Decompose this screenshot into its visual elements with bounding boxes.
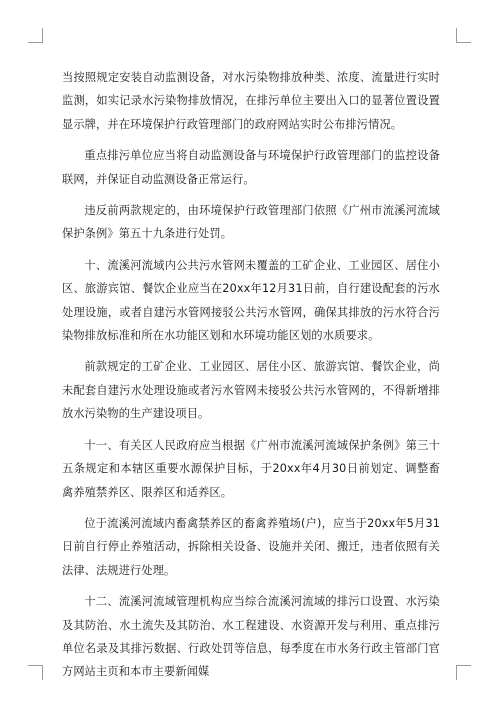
paragraph-3: 违反前两款规定的，由环境保护行政管理部门依照《广州市流溪河流域保护条例》第五十九条进行处罚。 bbox=[62, 204, 440, 241]
paragraph-7: 位于流溪河流域内畜禽禁养区的畜禽养殖场(户)，应当于20xx年5月31日前自行停止养殖活动，拆除相关设备、设施并关闭、搬迁，违者依照有关法律、法规进行处理。 bbox=[62, 516, 440, 577]
paragraph-5: 前款规定的工矿企业、工业园区、居住小区、旅游宾馆、餐饮企业，尚未配套自建污水处理设施或者污水管网未接驳公共污水管网的，不得新增排放水污染物的生产建设项目。 bbox=[62, 360, 440, 421]
paragraph-4: 十、流溪河流域内公共污水管网未覆盖的工矿企业、工业园区、居住小区、旅游宾馆、餐饮企业应当在20xx年12月31日前，自行建设配套的污水处理设施，或者自建污水管网接驳公共污水管网，确保其排放的污水符合污染物排放标准和所在水功能区划和水环境功能区划的水质要求。 bbox=[62, 258, 440, 343]
crop-mark-top-left bbox=[28, 28, 43, 43]
paragraph-2: 重点排污单位应当将自动监测设备与环境保护行政管理部门的监控设备联网，并保证自动监测设备正常运行。 bbox=[62, 149, 440, 186]
paragraph-6: 十一、有关区人民政府应当根据《广州市流溪河流域保护条例》第三十五条规定和本辖区重要水源保护目标，于20xx年4月30日前划定、调整畜禽养殖禁养区、限养区和适养区。 bbox=[62, 438, 440, 499]
crop-mark-bottom-left bbox=[28, 665, 43, 680]
paragraph-1: 当按照规定安装自动监测设备，对水污染物排放种类、浓度、流量进行实时监测，如实记录水污染物排放情况，在排污单位主要出入口的显著位置设置显示牌，并在环境保护行政管理部门的政府网站实时公布排污情况。 bbox=[62, 71, 440, 131]
paragraph-8: 十二、流溪河流域管理机构应当综合流溪河流域的排污口设置、水污染及其防治、水土流失及其防治、水工程建设、水资源开发与利用、重点排污单位名录及其排污数据、行政处罚等信息，每季度在市水务行政主管部门官方网站主页和本市主要新闻媒 bbox=[62, 595, 440, 679]
document-body bbox=[62, 66, 440, 692]
crop-mark-top-right bbox=[456, 28, 471, 43]
crop-mark-bottom-right bbox=[456, 665, 471, 680]
